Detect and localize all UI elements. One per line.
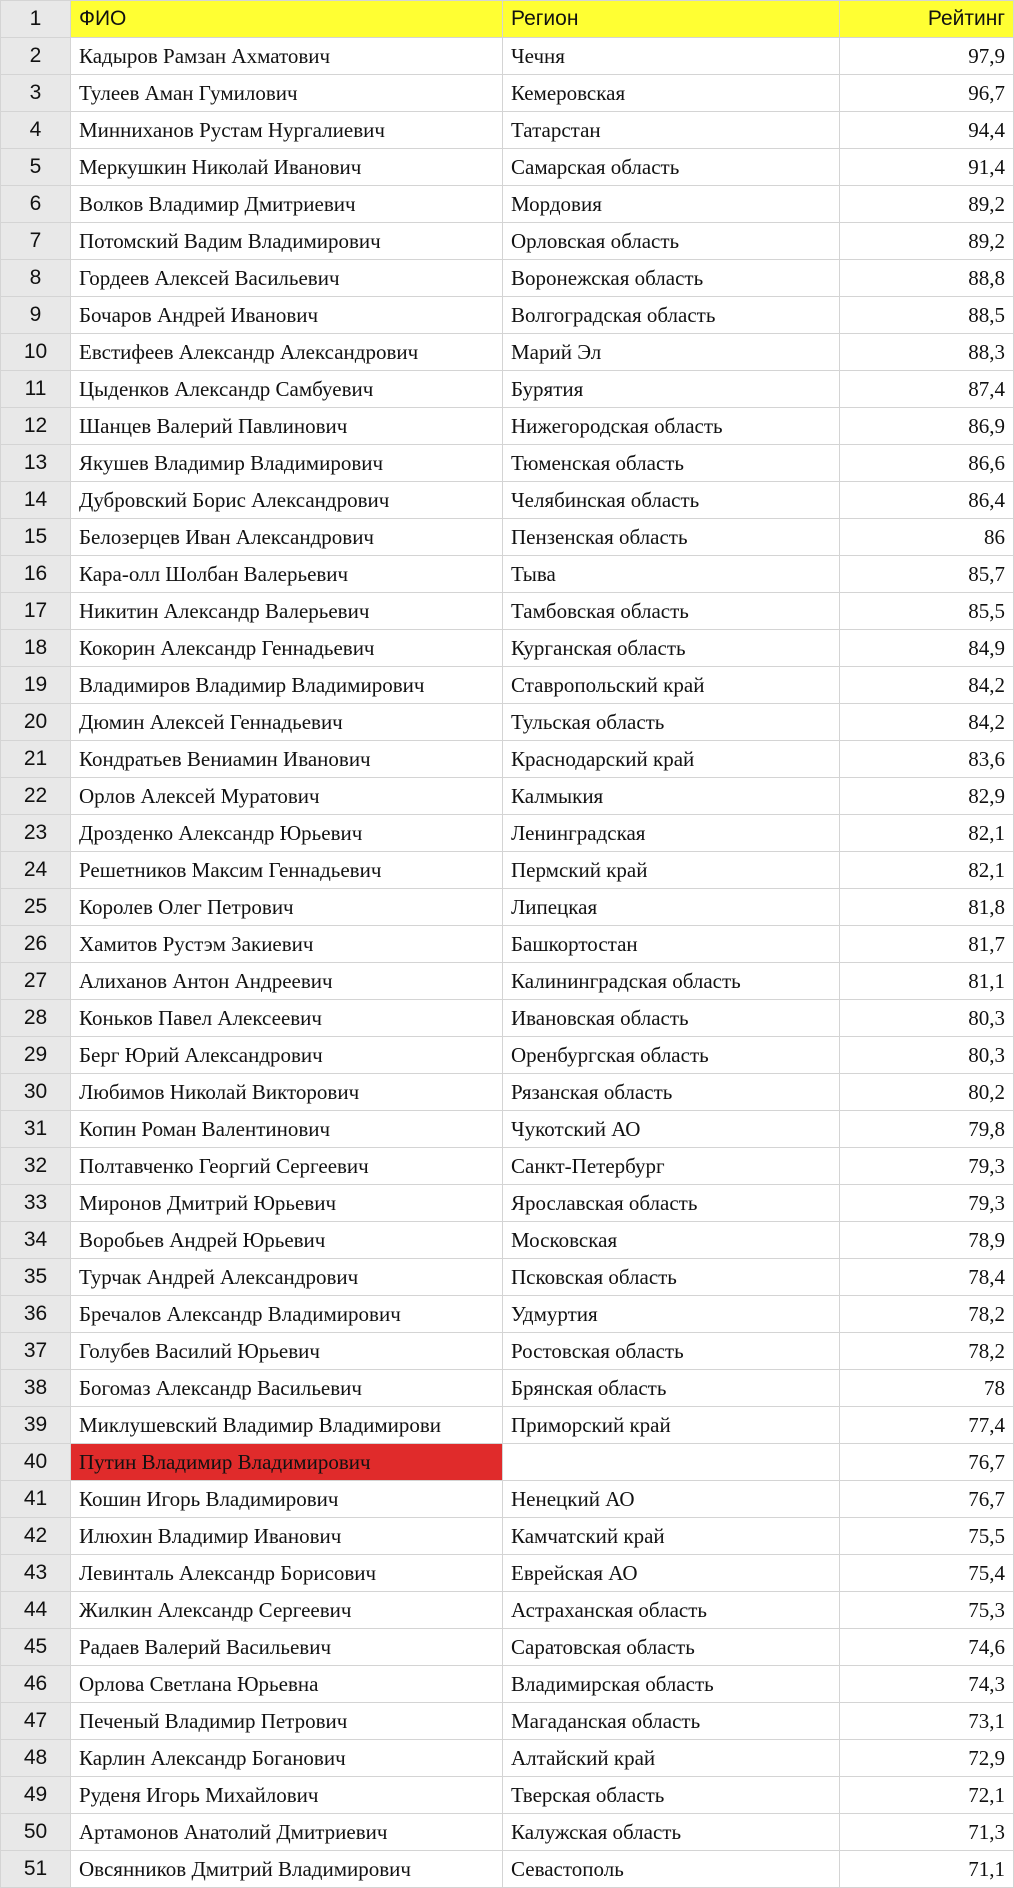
rating-cell[interactable]: 88,8 (840, 260, 1014, 297)
name-cell[interactable]: Волков Владимир Дмитриевич (71, 186, 503, 223)
rating-cell[interactable]: 82,1 (840, 815, 1014, 852)
name-cell[interactable]: Голубев Василий Юрьевич (71, 1333, 503, 1370)
rating-cell[interactable]: 78,9 (840, 1222, 1014, 1259)
name-cell[interactable]: Дрозденко Александр Юрьевич (71, 815, 503, 852)
region-cell[interactable]: Ставропольский край (503, 667, 840, 704)
table-row (1, 371, 1014, 408)
rating-cell[interactable]: 78,2 (840, 1333, 1014, 1370)
table-row (1, 1370, 1014, 1407)
table-row (1, 852, 1014, 889)
table-row (1, 519, 1014, 556)
region-cell[interactable]: Воронежская область (503, 260, 840, 297)
region-cell[interactable]: Волгоградская область (503, 297, 840, 334)
row-number[interactable]: 32 (1, 1148, 71, 1185)
region-cell[interactable]: Краснодарский край (503, 741, 840, 778)
row-number[interactable]: 46 (1, 1666, 71, 1703)
rating-cell[interactable]: 86,9 (840, 408, 1014, 445)
region-cell[interactable]: Башкортостан (503, 926, 840, 963)
rating-cell[interactable]: 80,3 (840, 1000, 1014, 1037)
name-cell[interactable]: Хамитов Рустэм Закиевич (71, 926, 503, 963)
row-number[interactable]: 8 (1, 260, 71, 297)
region-cell[interactable]: Тюменская область (503, 445, 840, 482)
region-cell[interactable]: Владимирская область (503, 1666, 840, 1703)
table-row (1, 223, 1014, 260)
table-row (1, 778, 1014, 815)
row-number[interactable]: 21 (1, 741, 71, 778)
rating-cell[interactable]: 88,3 (840, 334, 1014, 371)
row-number[interactable]: 22 (1, 778, 71, 815)
row-number[interactable]: 50 (1, 1814, 71, 1851)
row-number[interactable]: 48 (1, 1740, 71, 1777)
row-number[interactable]: 40 (1, 1444, 71, 1481)
row-number[interactable]: 16 (1, 556, 71, 593)
rating-cell[interactable]: 85,5 (840, 593, 1014, 630)
name-cell[interactable]: Меркушкин Николай Иванович (71, 149, 503, 186)
row-number[interactable]: 42 (1, 1518, 71, 1555)
region-cell[interactable]: Пермский край (503, 852, 840, 889)
row-number[interactable]: 30 (1, 1074, 71, 1111)
table-row (1, 593, 1014, 630)
region-cell[interactable]: Бурятия (503, 371, 840, 408)
table-row (1, 149, 1014, 186)
rating-cell[interactable]: 71,3 (840, 1814, 1014, 1851)
table-row (1, 1518, 1014, 1555)
name-cell[interactable]: Владимиров Владимир Владимирович (71, 667, 503, 704)
name-cell[interactable]: Карлин Александр Боганович (71, 1740, 503, 1777)
rating-cell[interactable]: 91,4 (840, 149, 1014, 186)
table-row (1, 1851, 1014, 1888)
table-row (1, 408, 1014, 445)
name-cell[interactable]: Богомаз Александр Васильевич (71, 1370, 503, 1407)
table-row (1, 630, 1014, 667)
row-number[interactable]: 15 (1, 519, 71, 556)
region-cell[interactable]: Ростовская область (503, 1333, 840, 1370)
row-number[interactable]: 4 (1, 112, 71, 149)
table-row (1, 556, 1014, 593)
region-cell[interactable]: Астраханская область (503, 1592, 840, 1629)
region-cell[interactable]: Санкт-Петербург (503, 1148, 840, 1185)
rating-cell[interactable]: 80,3 (840, 1037, 1014, 1074)
table-row (1, 1740, 1014, 1777)
header-region-cell[interactable]: Регион (503, 1, 840, 38)
table-row (1, 1296, 1014, 1333)
row-number[interactable]: 6 (1, 186, 71, 223)
rating-cell[interactable]: 79,8 (840, 1111, 1014, 1148)
row-number[interactable]: 14 (1, 482, 71, 519)
table-row (1, 1222, 1014, 1259)
table-row (1, 1444, 1014, 1481)
row-number[interactable]: 7 (1, 223, 71, 260)
region-cell[interactable]: Чукотский АО (503, 1111, 840, 1148)
name-cell[interactable]: Кадыров Рамзан Ахматович (71, 38, 503, 75)
table-row (1, 75, 1014, 112)
row-number[interactable]: 39 (1, 1407, 71, 1444)
rating-cell[interactable]: 77,4 (840, 1407, 1014, 1444)
region-cell[interactable]: Алтайский край (503, 1740, 840, 1777)
table-row (1, 1037, 1014, 1074)
region-cell[interactable]: Пензенская область (503, 519, 840, 556)
table-row (1, 815, 1014, 852)
region-cell[interactable]: Самарская область (503, 149, 840, 186)
region-cell[interactable]: Липецкая (503, 889, 840, 926)
region-cell[interactable]: Орловская область (503, 223, 840, 260)
row-number[interactable]: 38 (1, 1370, 71, 1407)
region-cell[interactable]: Калужская область (503, 1814, 840, 1851)
table-row (1, 445, 1014, 482)
rating-cell[interactable]: 89,2 (840, 223, 1014, 260)
row-number[interactable]: 3 (1, 75, 71, 112)
rating-cell[interactable]: 86,6 (840, 445, 1014, 482)
rating-cell[interactable]: 71,1 (840, 1851, 1014, 1888)
table-row (1, 889, 1014, 926)
region-cell[interactable]: Приморский край (503, 1407, 840, 1444)
region-cell[interactable]: Ленинградская (503, 815, 840, 852)
name-cell[interactable]: Кокорин Александр Геннадьевич (71, 630, 503, 667)
table-row (1, 1185, 1014, 1222)
table-row (1, 482, 1014, 519)
row-number[interactable]: 33 (1, 1185, 71, 1222)
region-cell[interactable]: Саратовская область (503, 1629, 840, 1666)
region-cell[interactable]: Рязанская область (503, 1074, 840, 1111)
name-cell[interactable]: Решетников Максим Геннадьевич (71, 852, 503, 889)
region-cell[interactable]: Камчатский край (503, 1518, 840, 1555)
rating-cell[interactable]: 87,4 (840, 371, 1014, 408)
name-cell[interactable]: Артамонов Анатолий Дмитриевич (71, 1814, 503, 1851)
name-cell[interactable]: Белозерцев Иван Александрович (71, 519, 503, 556)
rating-cell[interactable]: 97,9 (840, 38, 1014, 75)
rating-cell[interactable]: 86 (840, 519, 1014, 556)
name-cell[interactable]: Орлова Светлана Юрьевна (71, 1666, 503, 1703)
row-number[interactable]: 37 (1, 1333, 71, 1370)
name-cell[interactable]: Якушев Владимир Владимирович (71, 445, 503, 482)
region-cell[interactable]: Кемеровская (503, 75, 840, 112)
name-cell[interactable]: Берг Юрий Александрович (71, 1037, 503, 1074)
table-row (1, 963, 1014, 1000)
name-cell[interactable]: Миронов Дмитрий Юрьевич (71, 1185, 503, 1222)
name-cell[interactable]: Минниханов Рустам Нургалиевич (71, 112, 503, 149)
rating-cell[interactable]: 82,1 (840, 852, 1014, 889)
table-row (1, 334, 1014, 371)
row-number[interactable]: 17 (1, 593, 71, 630)
rating-cell[interactable]: 88,5 (840, 297, 1014, 334)
rating-cell[interactable]: 74,3 (840, 1666, 1014, 1703)
row-number[interactable]: 26 (1, 926, 71, 963)
region-cell[interactable]: Ненецкий АО (503, 1481, 840, 1518)
rating-cell[interactable]: 84,2 (840, 704, 1014, 741)
row-number[interactable]: 24 (1, 852, 71, 889)
region-cell[interactable]: Еврейская АО (503, 1555, 840, 1592)
row-number[interactable]: 18 (1, 630, 71, 667)
table-row (1, 38, 1014, 75)
row-number[interactable]: 20 (1, 704, 71, 741)
name-cell[interactable]: Радаев Валерий Васильевич (71, 1629, 503, 1666)
rating-cell[interactable]: 73,1 (840, 1703, 1014, 1740)
region-cell[interactable]: Тульская область (503, 704, 840, 741)
region-cell[interactable]: Курганская область (503, 630, 840, 667)
region-cell[interactable]: Калмыкия (503, 778, 840, 815)
row-number[interactable]: 49 (1, 1777, 71, 1814)
row-number[interactable]: 11 (1, 371, 71, 408)
rating-cell[interactable]: 76,7 (840, 1481, 1014, 1518)
name-cell[interactable]: Тулеев Аман Гумилович (71, 75, 503, 112)
table-row (1, 1666, 1014, 1703)
rating-cell[interactable]: 74,6 (840, 1629, 1014, 1666)
row-number[interactable]: 25 (1, 889, 71, 926)
name-cell[interactable]: Воробьев Андрей Юрьевич (71, 1222, 503, 1259)
name-cell[interactable]: Королев Олег Петрович (71, 889, 503, 926)
region-cell[interactable] (503, 1444, 840, 1481)
region-cell[interactable]: Тверская область (503, 1777, 840, 1814)
table-row (1, 260, 1014, 297)
name-cell[interactable]: Любимов Николай Викторович (71, 1074, 503, 1111)
row-number[interactable]: 13 (1, 445, 71, 482)
row-number[interactable]: 45 (1, 1629, 71, 1666)
name-cell[interactable]: Гордеев Алексей Васильевич (71, 260, 503, 297)
name-cell[interactable]: Руденя Игорь Михайлович (71, 1777, 503, 1814)
region-cell[interactable]: Удмуртия (503, 1296, 840, 1333)
region-cell[interactable]: Севастополь (503, 1851, 840, 1888)
row-number[interactable]: 34 (1, 1222, 71, 1259)
rating-cell[interactable]: 78 (840, 1370, 1014, 1407)
table-row (1, 112, 1014, 149)
region-cell[interactable]: Ярославская область (503, 1185, 840, 1222)
rating-cell[interactable]: 80,2 (840, 1074, 1014, 1111)
rating-cell[interactable]: 75,3 (840, 1592, 1014, 1629)
table-row (1, 1629, 1014, 1666)
table-row (1, 1814, 1014, 1851)
rating-cell[interactable]: 84,9 (840, 630, 1014, 667)
table-row (1, 297, 1014, 334)
name-cell[interactable]: Бочаров Андрей Иванович (71, 297, 503, 334)
region-cell[interactable]: Мордовия (503, 186, 840, 223)
table-row (1, 1555, 1014, 1592)
name-cell[interactable]: Кондратьев Вениамин Иванович (71, 741, 503, 778)
rating-cell[interactable]: 78,2 (840, 1296, 1014, 1333)
rating-cell[interactable]: 83,6 (840, 741, 1014, 778)
rating-cell[interactable]: 94,4 (840, 112, 1014, 149)
row-number[interactable]: 10 (1, 334, 71, 371)
name-cell[interactable]: Никитин Александр Валерьевич (71, 593, 503, 630)
table-row (1, 1407, 1014, 1444)
table-row (1, 926, 1014, 963)
name-cell[interactable]: Шанцев Валерий Павлинович (71, 408, 503, 445)
rating-cell[interactable]: 75,5 (840, 1518, 1014, 1555)
region-cell[interactable]: Татарстан (503, 112, 840, 149)
name-cell[interactable]: Миклушевский Владимир Владимирови (71, 1407, 503, 1444)
row-number[interactable]: 23 (1, 815, 71, 852)
table-row (1, 1259, 1014, 1296)
region-cell[interactable]: Нижегородская область (503, 408, 840, 445)
region-cell[interactable]: Калининградская область (503, 963, 840, 1000)
region-cell[interactable]: Брянская область (503, 1370, 840, 1407)
table-row (1, 1000, 1014, 1037)
rating-cell[interactable]: 72,9 (840, 1740, 1014, 1777)
rating-cell[interactable]: 79,3 (840, 1185, 1014, 1222)
region-cell[interactable]: Ивановская область (503, 1000, 840, 1037)
name-cell[interactable]: Алиханов Антон Андреевич (71, 963, 503, 1000)
rating-cell[interactable]: 78,4 (840, 1259, 1014, 1296)
row-number[interactable]: 1 (1, 1, 71, 38)
name-cell[interactable]: Овсянников Дмитрий Владимирович (71, 1851, 503, 1888)
rating-cell[interactable]: 81,1 (840, 963, 1014, 1000)
header-row (1, 1, 1014, 38)
row-number[interactable]: 36 (1, 1296, 71, 1333)
region-cell[interactable]: Московская (503, 1222, 840, 1259)
name-cell[interactable]: Кара-олл Шолбан Валерьевич (71, 556, 503, 593)
region-cell[interactable]: Тамбовская область (503, 593, 840, 630)
rating-cell[interactable]: 86,4 (840, 482, 1014, 519)
row-number[interactable]: 51 (1, 1851, 71, 1888)
table-row (1, 1777, 1014, 1814)
rating-cell[interactable]: 72,1 (840, 1777, 1014, 1814)
table-row (1, 186, 1014, 223)
row-number[interactable]: 28 (1, 1000, 71, 1037)
table-row (1, 741, 1014, 778)
header-rating-cell[interactable]: Рейтинг (840, 1, 1014, 38)
rating-cell[interactable]: 81,8 (840, 889, 1014, 926)
table-row (1, 1074, 1014, 1111)
name-cell[interactable]: Евстифеев Александр Александрович (71, 334, 503, 371)
rating-cell[interactable]: 82,9 (840, 778, 1014, 815)
rating-cell[interactable]: 79,3 (840, 1148, 1014, 1185)
name-cell[interactable]: Турчак Андрей Александрович (71, 1259, 503, 1296)
region-cell[interactable]: Тыва (503, 556, 840, 593)
name-cell[interactable]: Бречалов Александр Владимирович (71, 1296, 503, 1333)
row-number[interactable]: 9 (1, 297, 71, 334)
name-cell[interactable]: Потомский Вадим Владимирович (71, 223, 503, 260)
row-number[interactable]: 43 (1, 1555, 71, 1592)
row-number[interactable]: 44 (1, 1592, 71, 1629)
row-number[interactable]: 27 (1, 963, 71, 1000)
name-cell[interactable]: Полтавченко Георгий Сергеевич (71, 1148, 503, 1185)
row-number[interactable]: 12 (1, 408, 71, 445)
rating-cell[interactable]: 84,2 (840, 667, 1014, 704)
row-number[interactable]: 29 (1, 1037, 71, 1074)
rating-cell[interactable]: 76,7 (840, 1444, 1014, 1481)
rating-cell[interactable]: 96,7 (840, 75, 1014, 112)
rating-cell[interactable]: 81,7 (840, 926, 1014, 963)
row-number[interactable]: 2 (1, 38, 71, 75)
table-row (1, 667, 1014, 704)
name-cell[interactable]: Копин Роман Валентинович (71, 1111, 503, 1148)
row-number[interactable]: 41 (1, 1481, 71, 1518)
name-cell[interactable]: Коньков Павел Алексеевич (71, 1000, 503, 1037)
region-cell[interactable]: Челябинская область (503, 482, 840, 519)
region-cell[interactable]: Псковская область (503, 1259, 840, 1296)
rating-cell[interactable]: 75,4 (840, 1555, 1014, 1592)
row-number[interactable]: 5 (1, 149, 71, 186)
table-row (1, 1481, 1014, 1518)
row-number[interactable]: 47 (1, 1703, 71, 1740)
header-name-cell[interactable]: ФИО (71, 1, 503, 38)
table-row (1, 1148, 1014, 1185)
rating-cell[interactable]: 85,7 (840, 556, 1014, 593)
name-cell[interactable]: Путин Владимир Владимирович (71, 1444, 503, 1481)
region-cell[interactable]: Магаданская область (503, 1703, 840, 1740)
table-row (1, 1333, 1014, 1370)
table-row (1, 1111, 1014, 1148)
region-cell[interactable]: Марий Эл (503, 334, 840, 371)
name-cell[interactable]: Печеный Владимир Петрович (71, 1703, 503, 1740)
name-cell[interactable]: Илюхин Владимир Иванович (71, 1518, 503, 1555)
name-cell[interactable]: Цыденков Александр Самбуевич (71, 371, 503, 408)
name-cell[interactable]: Кошин Игорь Владимирович (71, 1481, 503, 1518)
table-row (1, 1592, 1014, 1629)
table-row (1, 704, 1014, 741)
row-number[interactable]: 19 (1, 667, 71, 704)
region-cell[interactable]: Оренбургская область (503, 1037, 840, 1074)
name-cell[interactable]: Дубровский Борис Александрович (71, 482, 503, 519)
name-cell[interactable]: Жилкин Александр Сергеевич (71, 1592, 503, 1629)
row-number[interactable]: 31 (1, 1111, 71, 1148)
table-row (1, 1703, 1014, 1740)
name-cell[interactable]: Левинталь Александр Борисович (71, 1555, 503, 1592)
name-cell[interactable]: Дюмин Алексей Геннадьевич (71, 704, 503, 741)
region-cell[interactable]: Чечня (503, 38, 840, 75)
row-number[interactable]: 35 (1, 1259, 71, 1296)
rating-cell[interactable]: 89,2 (840, 186, 1014, 223)
name-cell[interactable]: Орлов Алексей Муратович (71, 778, 503, 815)
